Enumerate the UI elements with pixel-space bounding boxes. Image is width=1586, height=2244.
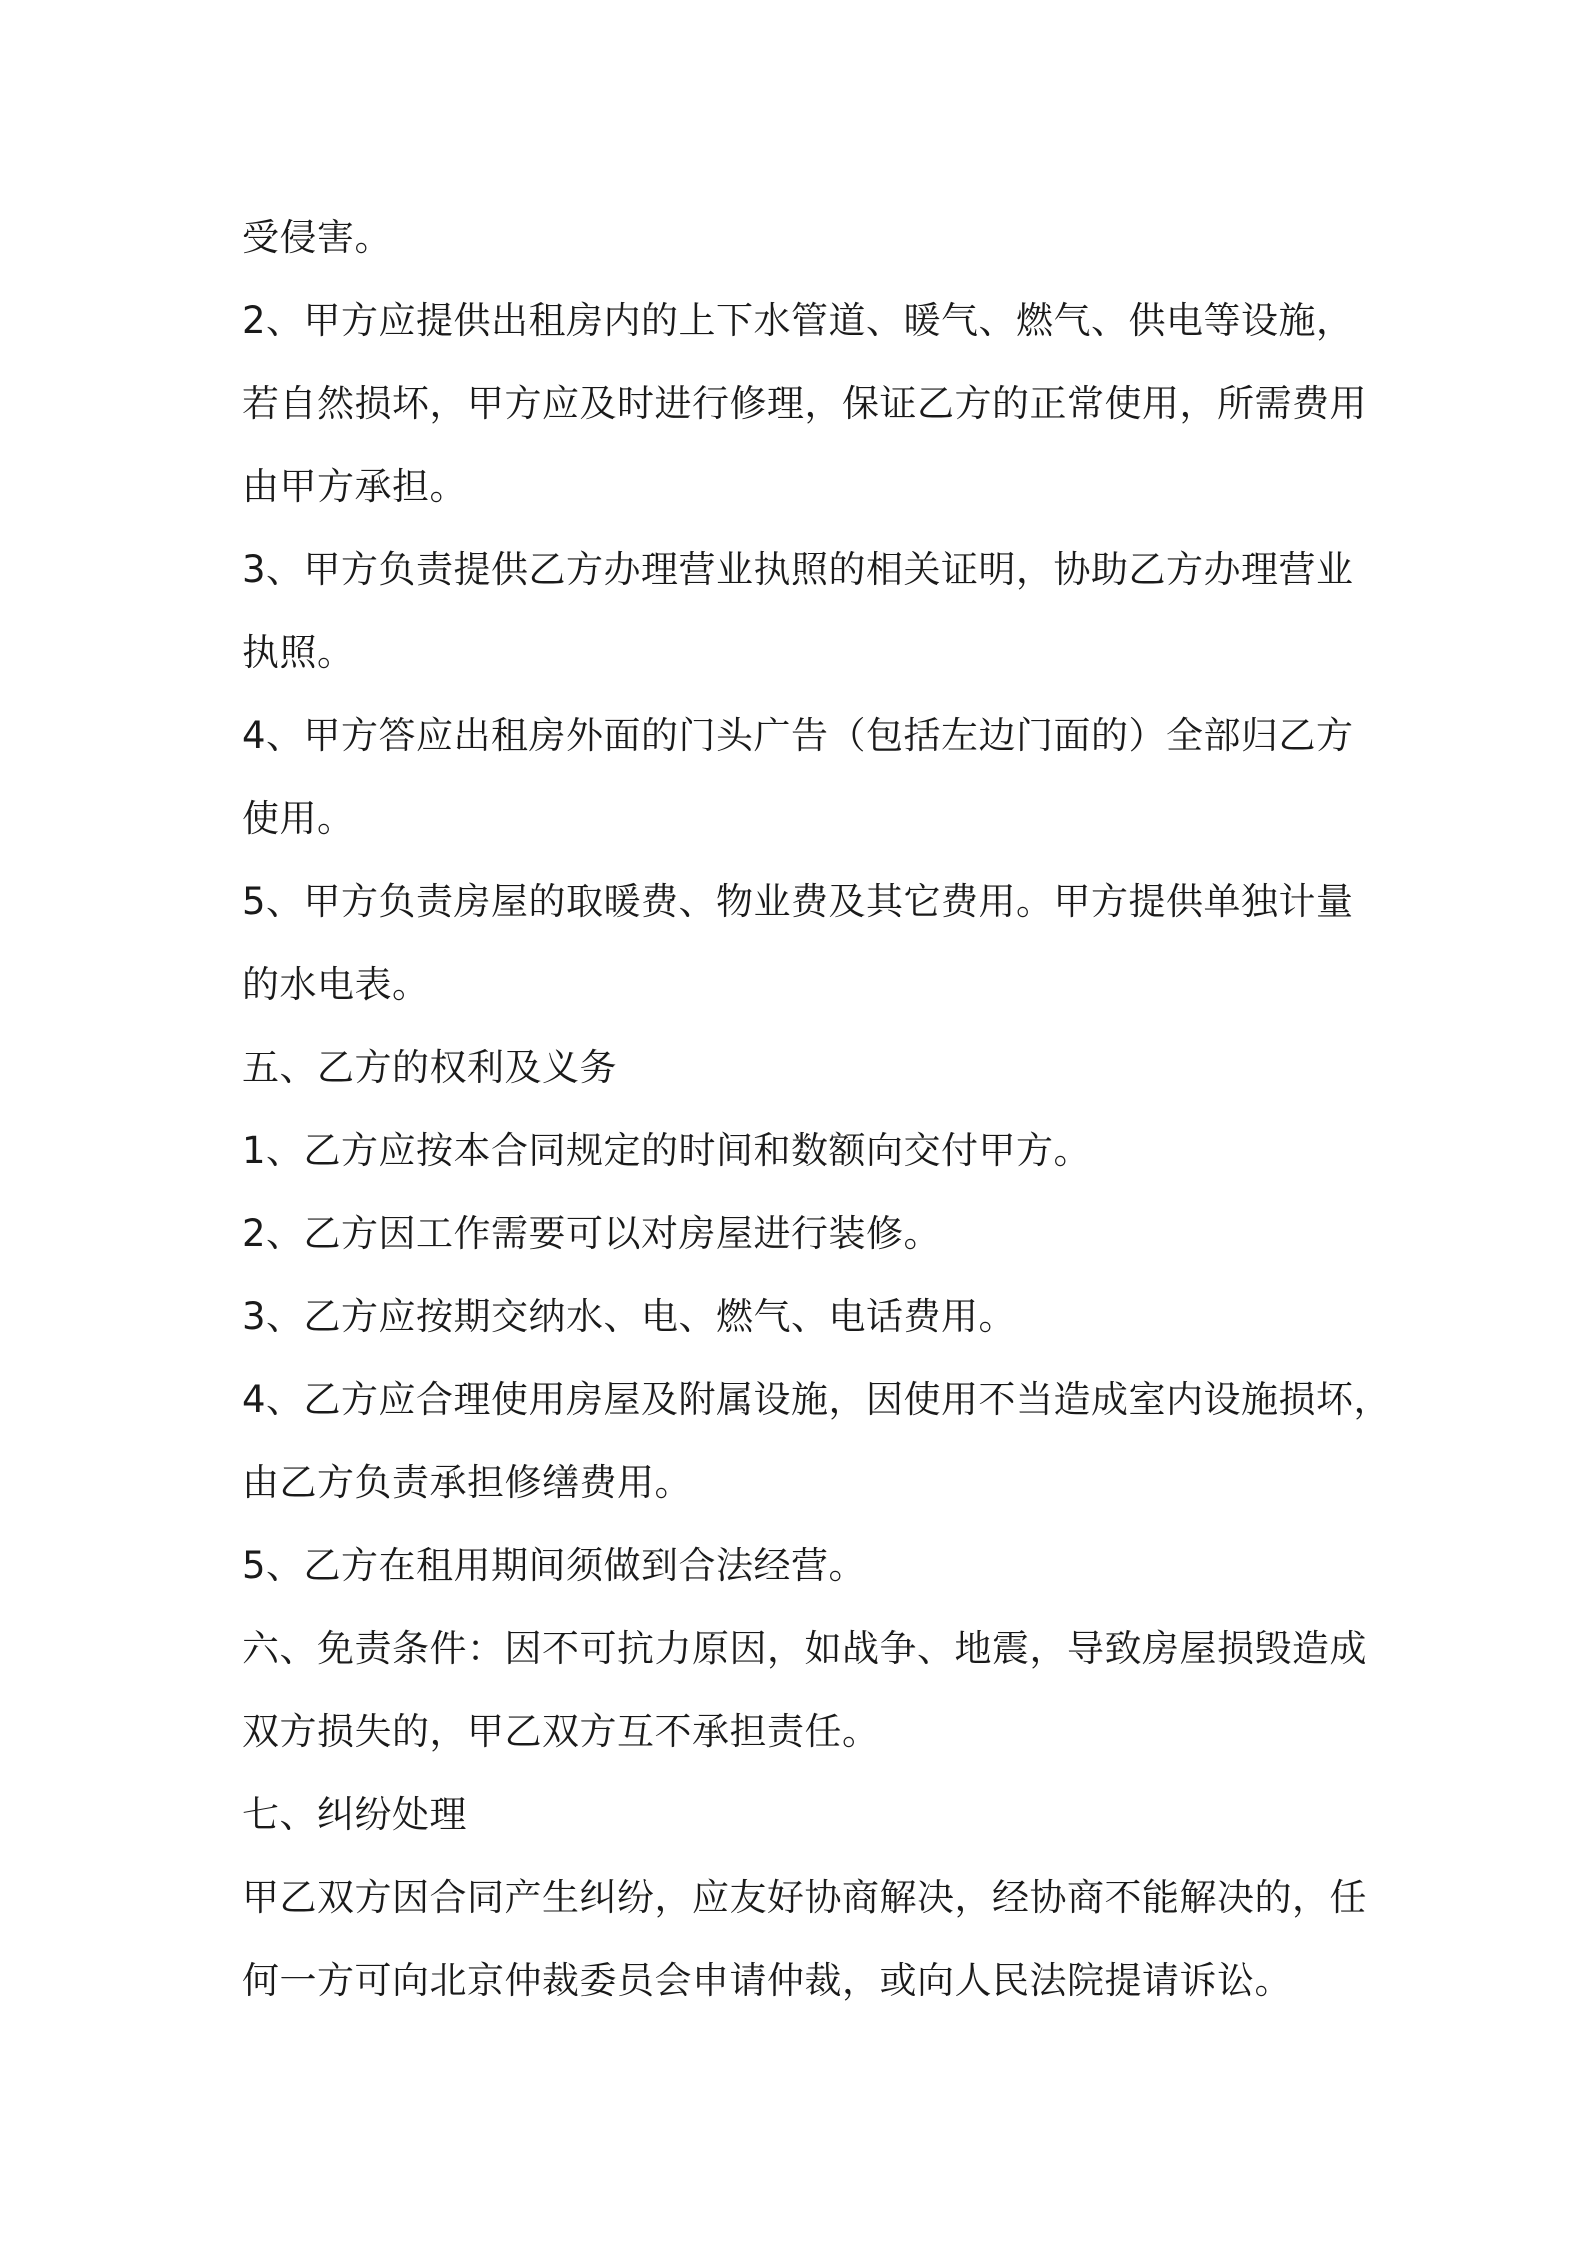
text-line: 2、甲方应提供出租房内的上下水管道、暖气、燃气、供电等设施， — [242, 299, 1354, 342]
text-line: 由甲方承担。 — [242, 465, 467, 508]
section-heading: 七、纠纷处理 — [242, 1793, 467, 1836]
text-line: 3、乙方应按期交纳水、电、燃气、电话费用。 — [242, 1295, 1017, 1338]
section-heading: 五、乙方的权利及义务 — [242, 1046, 617, 1089]
text-line: 何一方可向北京仲裁委员会申请仲裁，或向人民法院提请诉讼。 — [242, 1959, 1292, 2002]
text-line: 若自然损坏，甲方应及时进行修理，保证乙方的正常使用，所需费用 — [242, 382, 1367, 425]
text-line: 3、甲方负责提供乙方办理营业执照的相关证明，协助乙方办理营业 — [242, 548, 1354, 591]
text-line: 执照。 — [242, 631, 355, 674]
text-line: 4、乙方应合理使用房屋及附属设施，因使用不当造成室内设施损坏， — [242, 1378, 1392, 1421]
text-line: 5、乙方在租用期间须做到合法经营。 — [242, 1544, 867, 1587]
text-line: 使用。 — [242, 797, 355, 840]
document-body — [242, 196, 1392, 2022]
text-line: 由乙方负责承担修缮费用。 — [242, 1461, 692, 1504]
text-line: 甲乙双方因合同产生纠纷，应友好协商解决，经协商不能解决的，任 — [242, 1876, 1367, 1919]
section-heading: 六、免责条件：因不可抗力原因，如战争、地震，导致房屋损毁造成 — [242, 1627, 1367, 1670]
text-line: 的水电表。 — [242, 963, 430, 1006]
text-line: 受侵害。 — [242, 216, 392, 259]
text-line: 双方损失的，甲乙双方互不承担责任。 — [242, 1710, 880, 1753]
text-line: 2、乙方因工作需要可以对房屋进行装修。 — [242, 1212, 942, 1255]
text-line: 1、乙方应按本合同规定的时间和数额向交付甲方。 — [242, 1129, 1092, 1172]
text-line: 5、甲方负责房屋的取暖费、物业费及其它费用。甲方提供单独计量 — [242, 880, 1354, 923]
text-line: 4、甲方答应出租房外面的门头广告（包括左边门面的）全部归乙方 — [242, 714, 1354, 757]
